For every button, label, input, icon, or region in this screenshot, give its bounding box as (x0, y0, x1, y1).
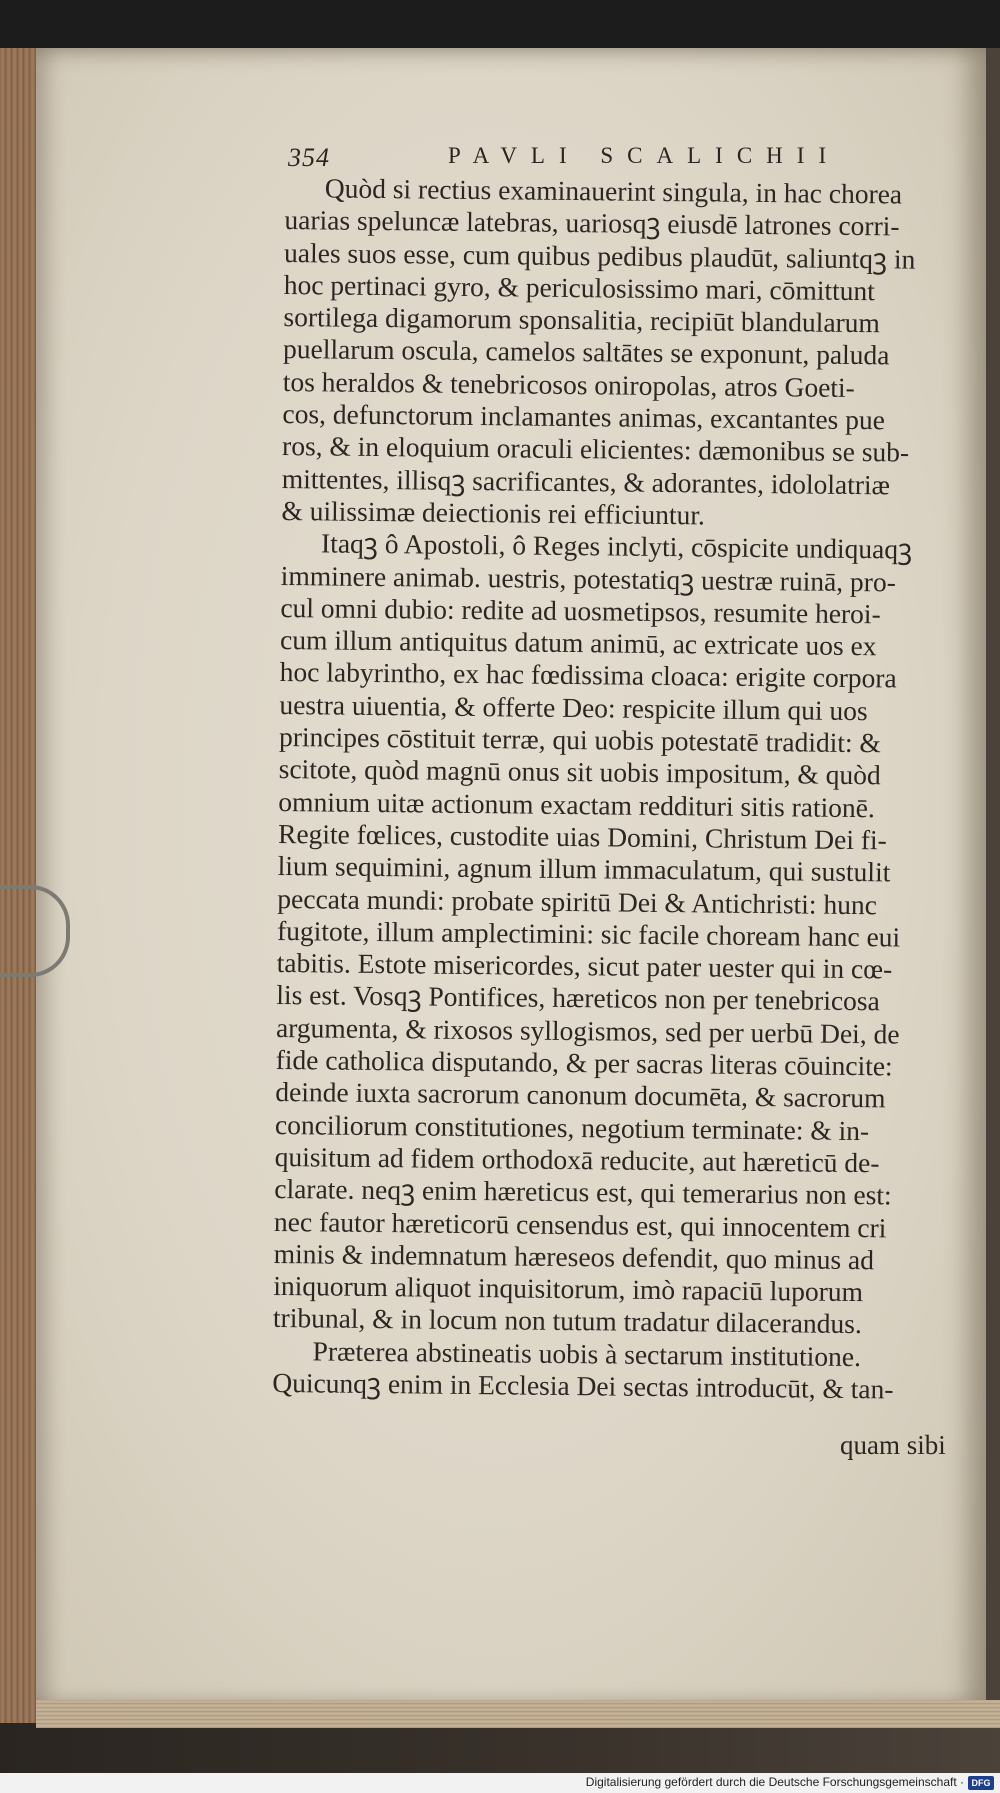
text-line: uestra uiuentia, & offerte Deo: respicite illum qui uos (279, 688, 868, 726)
page-clip (0, 885, 70, 977)
text-line: tos heraldos & tenebricosos oniropolas, atros Goeti- (282, 365, 855, 403)
text-line: fide catholica disputando, & per sacras literas cōuincite: (275, 1043, 893, 1082)
text-line: iniquorum aliquot inquisitorum, imò rapaciū luporum (273, 1270, 864, 1308)
page-number: 354 (288, 143, 330, 172)
text-line: sortilega digamorum sponsalitia, recipiūt blandularum (283, 301, 881, 339)
text-line: cul omni dubio: redite ad uosmetipsos, resumite heroi- (280, 591, 881, 630)
funding-credit: Digitalisierung gefördert durch die Deutsche Forschungsgemeinschaft · (585, 1775, 964, 1789)
text-line: Itaqꝫ ô Apostoli, ô Reges inclyti, cōspicite undiquaqꝫ (320, 527, 913, 565)
text-line: cos, defunctorum inclamantes animas, excantantes pue (282, 398, 886, 436)
text-line: omnium uitæ actionum exactam reddituri sitis rationē. (278, 785, 876, 823)
text-line: nec fautor hæreticorū censendus est, qui innocentem cri (273, 1205, 887, 1243)
text-line: mittentes, illisqꝫ sacrificantes, & adorantes, idololatriæ (281, 462, 891, 501)
top-shadow (0, 0, 1000, 48)
text-line: peccata mundi: probate spiritū Dei & Antichristi: hunc (277, 882, 878, 920)
running-head: PAVLI SCALICHII (448, 143, 841, 168)
text-line: ros, & in eloquium oraculi elicientes: dæmonibus se sub- (281, 430, 910, 468)
text-line: tabitis. Estote misericordes, sicut pater uester qui in cœ- (276, 947, 893, 985)
text-line: hoc labyrintho, ex hac fœdissima cloaca: erigite corpora (279, 656, 897, 694)
text-line: cum illum antiquitus datum animū, ac extricate uos ex (279, 624, 877, 662)
catchword: quam sibi (840, 1430, 946, 1460)
text-line: conciliorum constitutiones, negotium terminate: & in- (274, 1108, 870, 1146)
text-line: & uilissimæ deiectionis rei efficiuntur. (281, 494, 705, 531)
text-line: puellarum oscula, camelos saltātes se exponunt, paluda (282, 333, 890, 371)
text-line: fugitote, illum amplectimini: sic facile choream hanc eui (276, 914, 901, 953)
text-line: uarias speluncæ latebras, uariosqꝫ eiusdē latrones corri- (284, 204, 900, 242)
text-line: quisitum ad fidem orthodoxā reducite, aut hæreticū de- (274, 1140, 880, 1179)
text-line: minis & indemnatum hæreseos defendit, quo minus ad (273, 1237, 875, 1276)
text-line: tribunal, & in locum non tutum tradatur dilacerandus. (272, 1302, 862, 1340)
text-line: Quicunqꝫ enim in Ecclesia Dei sectas introducūt, & tan- (272, 1366, 894, 1405)
text-line: imminere animab. uestris, potestatiqꝫ uestræ ruinā, pro- (280, 559, 897, 597)
text-line: Præterea abstineatis uobis à sectarum institutione. (312, 1335, 862, 1372)
text-line: deinde iuxta sacrorum canonum documēta, & sacrorum (275, 1076, 886, 1114)
page-bottom-edges (36, 1700, 1000, 1728)
text-line: hoc pertinaci gyro, & periculosissimo mari, cōmittunt (283, 268, 876, 307)
text-line: clarate. neqꝫ enim hæreticus est, qui temerarius non est: (274, 1173, 892, 1211)
text-line: principes cōstituit terræ, qui uobis potestatē tradidit: & (278, 721, 882, 759)
text-line: lis est. Vosqꝫ Pontifices, hæreticos non per tenebricosa (276, 979, 880, 1017)
digitization-footer (0, 1773, 1000, 1793)
text-line: uales suos esse, cum quibus pedibus plaudūt, saliuntqꝫ in (283, 236, 916, 275)
text-line: scitote, quòd magnū onus sit uobis impositum, & quòd (278, 753, 881, 791)
body-text (272, 172, 957, 1406)
text-line: lium sequimini, agnum illum immaculatum, qui sustulit (277, 850, 891, 888)
text-line: argumenta, & rixosos syllogismos, sed per uerbū Dei, de (275, 1011, 900, 1050)
text-line: Quòd si rectius examinauerint singula, in hac chorea (324, 172, 903, 210)
page-header (288, 143, 928, 171)
dfg-logo: DFG (968, 1776, 994, 1790)
text-line: Regite fœlices, custodite uias Domini, Christum Dei fi- (277, 817, 887, 856)
